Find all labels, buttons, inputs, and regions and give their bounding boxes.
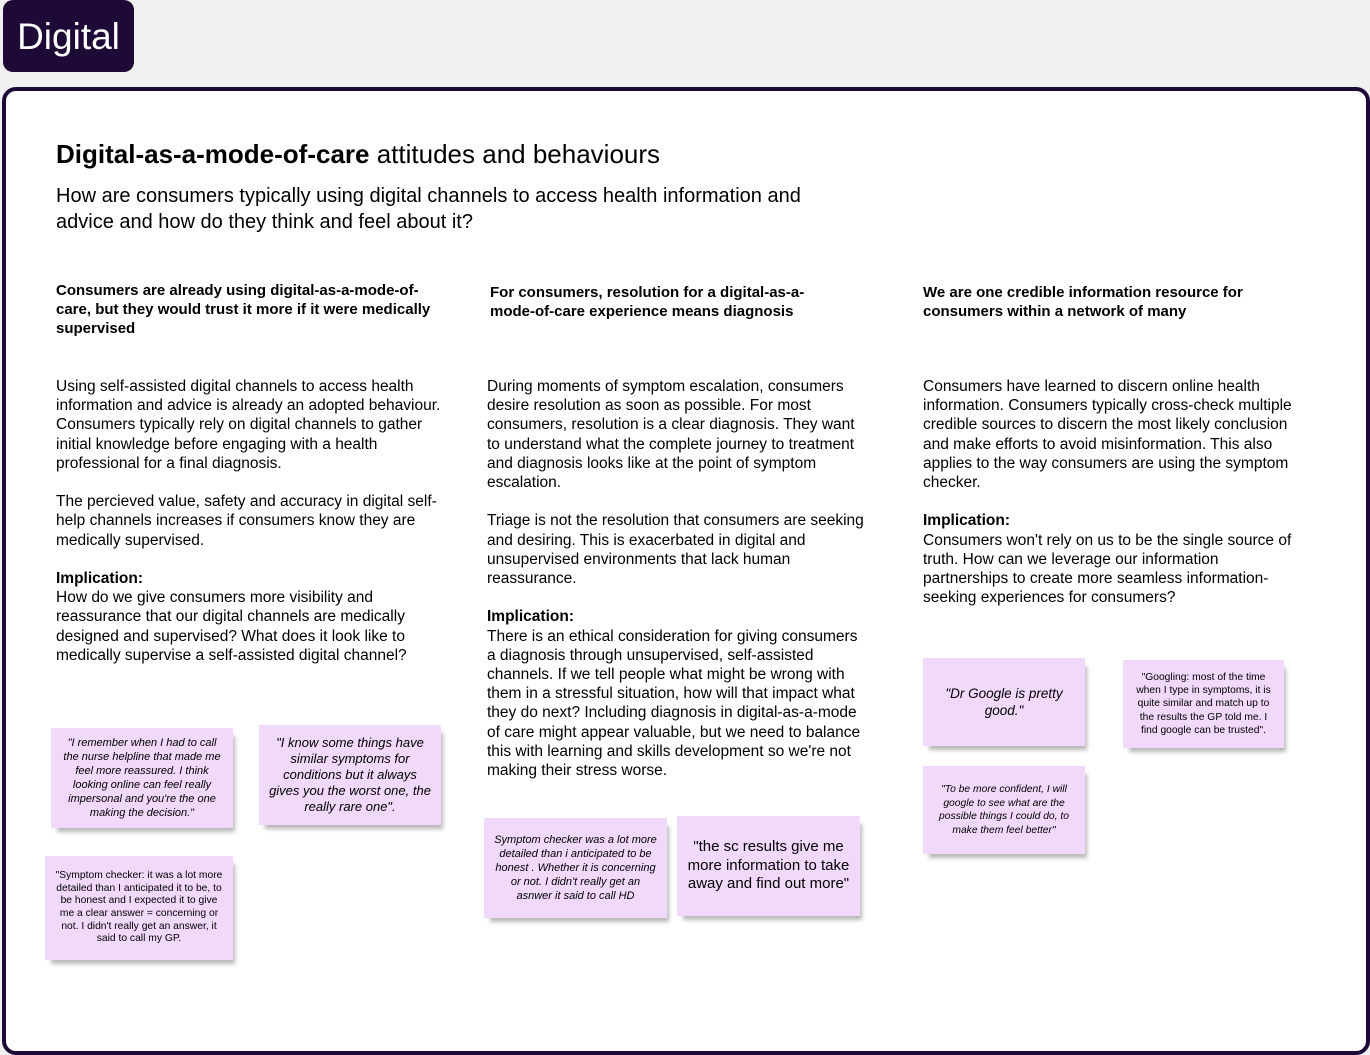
sticky-note-text: Symptom checker was a lot more detailed than i anticipated to be honest . Whether it is concerning or not. I didn't really get an asnwer it said to call HD (494, 834, 657, 902)
section-tag: Digital (3, 0, 134, 72)
sticky-note[interactable] (45, 856, 233, 960)
title-rest: attitudes and behaviours (369, 139, 661, 169)
sticky-note-text: "Googling: most of the time when I type in symptoms, it is quite similar and match up to the results the GP told me. I find google can be trusted". (1136, 671, 1271, 736)
title-bold: Digital-as-a-mode-of-care (56, 139, 370, 169)
sticky-note-text: "To be more confident, I will google to see what are the possible things I could do, to make them feel better" (939, 784, 1069, 836)
implication-label: Implication: (487, 608, 574, 626)
column-3-heading: We are one credible information resource for consumers within a network of many (923, 284, 1243, 320)
sticky-note[interactable] (259, 725, 441, 825)
implication-text: How do we give consumers more visibility and reassurance that our digital channels are medically designed and supervised? What does it look like to medically supervise a self-assisted digital channel? (56, 589, 407, 664)
column-1-paragraph: The percieved value, safety and accuracy in digital self-help channels increases if consumers know they are medically supervised. (56, 493, 437, 549)
implication-label: Implication: (56, 570, 143, 587)
column-2-paragraph: During moments of symptom escalation, consumers desire resolution as soon as possible. For most consumers, resolution is a clear diagnosis. They want to understand what the complete journey to treatment and diagnosis looks like at the point of symptom escalation. (487, 378, 855, 492)
sticky-note[interactable] (484, 818, 667, 918)
column-1-implication (56, 569, 441, 665)
column-1-paragraph: Using self-assisted digital channels to access health information and advice is already an adopted behaviour. Consumers typically rely on digital channels to gather initial knowledge before engaging with a health professional for a final diagnosis. (56, 378, 441, 472)
column-3-body (923, 377, 1301, 627)
sticky-note[interactable] (677, 816, 860, 916)
sticky-note[interactable] (51, 728, 233, 828)
implication-text: There is an ethical consideration for giving consumers a diagnosis through unsupervised, self-assisted channels. If we tell people what might be wrong with them in a stressful situation, how will that impact what they do next? Including diagnosis in digital-as-a-mode of care might appear valuable, but we need to balance this with learning and skills development so we're not making their stress worse. (487, 627, 861, 780)
column-1-body (56, 377, 441, 684)
column-3-paragraph: Consumers have learned to discern online health information. Consumers typically cross-check multiple credible sources to discern the most likely conclusion and make efforts to avoid misinformation. This also applies to the way consumers are using the symptom checker. (923, 378, 1292, 492)
page-title (56, 138, 660, 170)
implication-label: Implication: (923, 512, 1010, 530)
column-2-implication (487, 607, 867, 780)
sticky-note-text: "I know some things have similar symptoms for conditions but it always gives you the worst one, the really rare one". (269, 735, 431, 814)
column-3-implication (923, 511, 1301, 607)
sticky-note[interactable] (1123, 660, 1284, 748)
sticky-note-text: "Symptom checker: it was a lot more detailed than I anticipated it to be, to be honest and I expected it to give me a clear answer = concerning or not. I didn't really get an answer, it said to call my GP. (55, 870, 223, 945)
sticky-note-text: "I remember when I had to call the nurse helpline that made me feel more reassured. I think looking online can feel really impersonal and you're the one making the decision." (63, 737, 221, 819)
sticky-note-text: "the sc results give me more information to take away and find out more" (687, 838, 850, 893)
sticky-note[interactable] (923, 766, 1085, 854)
column-1-heading: Consumers are already using digital-as-a-mode-of-care, but they would trust it more if it were medically supervised (56, 282, 431, 337)
page-subtitle: How are consumers typically using digital channels to access health information and advice and how do they think and feel about it? (56, 185, 801, 233)
sticky-note-text: "Dr Google is pretty good." (945, 686, 1063, 718)
sticky-note[interactable] (923, 658, 1085, 746)
column-2-heading: For consumers, resolution for a digital-as-a-mode-of-care experience means diagnosis (490, 284, 805, 320)
column-2-paragraph: Triage is not the resolution that consumers are seeking and desiring. This is exacerbated in digital and unsupervised environments that lack human reassurance. (487, 512, 864, 588)
column-2-body (487, 377, 867, 799)
implication-text: Consumers won't rely on us to be the single source of truth. How can we leverage our information partnerships to create more seamless information-seeking experiences for consumers? (923, 531, 1292, 607)
